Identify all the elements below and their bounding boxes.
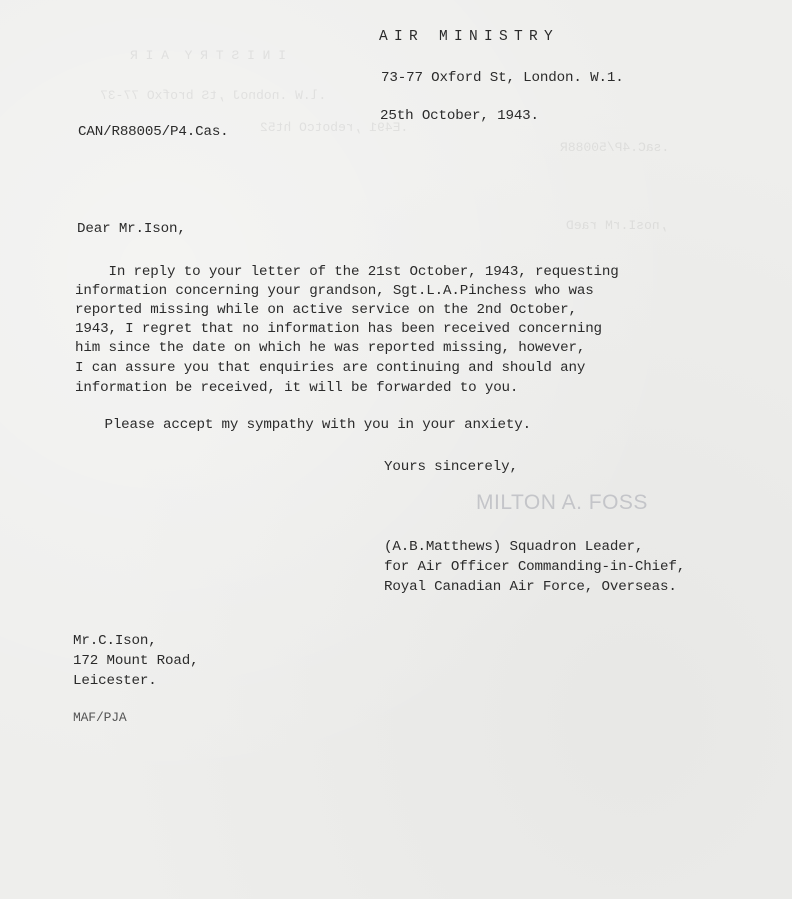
recipient-street: 172 Mount Road, xyxy=(73,653,199,669)
letter-date: 25th October, 1943. xyxy=(380,108,539,124)
bleed-through-text: .l.W .nobnoJ ,tS brofxO 77-37 xyxy=(100,88,327,103)
bleed-through-text: ,nosI.rM raeD xyxy=(566,218,668,233)
bleed-through-text: I N I S T R Y A I R xyxy=(130,48,302,63)
body-line: I can assure you that enquiries are continuing and should any xyxy=(75,360,586,376)
letterhead-organization: AIR MINISTRY xyxy=(379,29,560,45)
signatory-line-1: (A.B.Matthews) Squadron Leader, xyxy=(384,539,644,555)
body-line: information be received, it will be forwarded to you. xyxy=(75,380,519,396)
bleed-through-text: .E491 ,rebotcO ht52 xyxy=(260,120,409,135)
salutation: Dear Mr.Ison, xyxy=(77,221,186,237)
recipient-name: Mr.C.Ison, xyxy=(73,633,157,649)
signatory-line-3: Royal Canadian Air Force, Overseas. xyxy=(384,579,677,595)
bleed-through-text: .saC.4P/50088R xyxy=(560,140,670,155)
recipient-city: Leicester. xyxy=(73,673,157,689)
file-reference: CAN/R88005/P4.Cas. xyxy=(78,124,229,140)
sympathy-paragraph: Please accept my sympathy with you in your anxiety. xyxy=(71,417,532,433)
letterhead-address: 73-77 Oxford St, London. W.1. xyxy=(381,70,624,86)
body-line: 1943, I regret that no information has been received concerning xyxy=(75,321,602,337)
closing: Yours sincerely, xyxy=(384,459,518,475)
signatory-line-2: for Air Officer Commanding-in-Chief, xyxy=(384,559,686,575)
body-line: him since the date on which he was reported missing, however, xyxy=(75,340,586,356)
body-line: information concerning your grandson, Sgt.L.A.Pinchess who was xyxy=(75,283,594,299)
body-line: reported missing while on active service on the 2nd October, xyxy=(75,302,577,318)
typist-reference: MAF/PJA xyxy=(73,710,127,725)
body-line: In reply to your letter of the 21st October, 1943, requesting xyxy=(75,264,619,280)
signature-stamp: MILTON A. FOSS xyxy=(476,491,648,514)
